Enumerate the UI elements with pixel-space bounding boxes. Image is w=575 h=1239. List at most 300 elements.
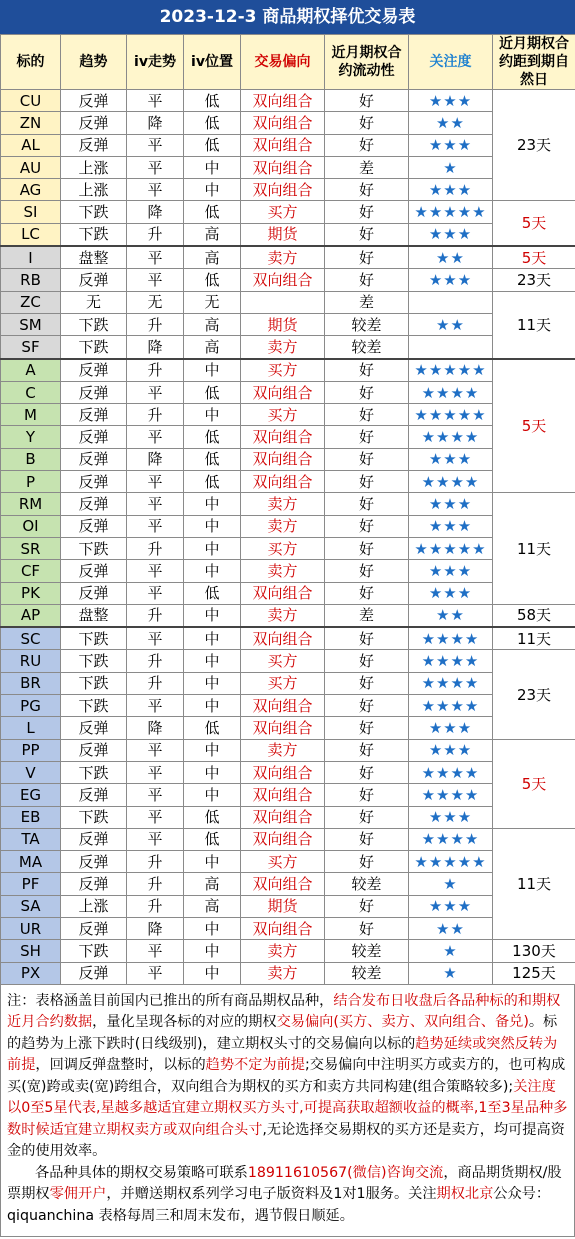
symbol-cell: SA [1, 895, 61, 917]
symbol-cell: PG [1, 695, 61, 717]
trade-direction-cell: 双向组合 [241, 806, 325, 828]
page-title: 2023-12-3 商品期权择优交易表 [0, 0, 575, 34]
attention-stars-cell: ★★★★ [409, 672, 493, 694]
trade-direction-cell: 双向组合 [241, 761, 325, 783]
expiry-days-cell: 11天 [493, 493, 575, 604]
liquidity-cell: 好 [325, 672, 409, 694]
iv-position-cell: 中 [184, 604, 241, 627]
iv-trend-cell: 降 [127, 917, 184, 939]
attention-stars-cell: ★ [409, 156, 493, 178]
table-row [1, 223, 575, 246]
trade-direction-cell: 期货 [241, 223, 325, 246]
trade-direction-cell: 双向组合 [241, 426, 325, 448]
iv-trend-cell: 升 [127, 672, 184, 694]
symbol-cell: ZN [1, 112, 61, 134]
liquidity-cell: 差 [325, 291, 409, 313]
iv-position-cell: 低 [184, 201, 241, 223]
iv-trend-cell: 平 [127, 471, 184, 493]
iv-position-cell: 高 [184, 873, 241, 895]
table-row [1, 917, 575, 939]
liquidity-cell: 好 [325, 269, 409, 291]
symbol-cell: PX [1, 962, 61, 984]
trade-direction-cell: 双向组合 [241, 156, 325, 178]
liquidity-cell: 好 [325, 560, 409, 582]
attention-stars-cell: ★★★ [409, 223, 493, 246]
footnote-text: 注：表格涵盖目前国内已推出的所有商品期权品种， [7, 992, 334, 1009]
trend-cell: 反弹 [61, 471, 127, 493]
footnote-text: 零佣开户 [49, 1186, 107, 1203]
trend-cell: 反弹 [61, 404, 127, 426]
iv-position-cell: 低 [184, 471, 241, 493]
liquidity-cell: 好 [325, 851, 409, 873]
trend-cell: 反弹 [61, 448, 127, 470]
table-row [1, 201, 575, 223]
trade-direction-cell: 双向组合 [241, 717, 325, 739]
trend-cell: 反弹 [61, 851, 127, 873]
iv-position-cell: 低 [184, 448, 241, 470]
iv-position-cell: 低 [184, 269, 241, 291]
iv-trend-cell: 升 [127, 895, 184, 917]
iv-trend-cell: 升 [127, 650, 184, 672]
trend-cell: 反弹 [61, 112, 127, 134]
trend-cell: 反弹 [61, 560, 127, 582]
table-row [1, 739, 575, 761]
footnote-text: 趋势不定为前提 [205, 1057, 305, 1074]
footnote-text: 18911610567(微信)咨询交流 [247, 1164, 444, 1181]
iv-trend-cell: 降 [127, 112, 184, 134]
iv-trend-cell: 平 [127, 695, 184, 717]
table-row [1, 471, 575, 493]
iv-position-cell: 中 [184, 537, 241, 559]
liquidity-cell: 较差 [325, 313, 409, 335]
iv-trend-cell: 平 [127, 582, 184, 604]
attention-stars-cell: ★★★ [409, 493, 493, 515]
symbol-cell: ZC [1, 291, 61, 313]
trade-direction-cell: 买方 [241, 404, 325, 426]
iv-trend-cell: 平 [127, 493, 184, 515]
footnote [0, 985, 575, 1237]
table-row [1, 627, 575, 650]
symbol-cell: OI [1, 515, 61, 537]
trend-cell: 盘整 [61, 246, 127, 269]
attention-stars-cell: ★★★★★ [409, 404, 493, 426]
iv-trend-cell: 升 [127, 851, 184, 873]
iv-trend-cell: 平 [127, 515, 184, 537]
iv-position-cell: 中 [184, 493, 241, 515]
table-row [1, 717, 575, 739]
symbol-cell: SR [1, 537, 61, 559]
symbol-cell: SF [1, 336, 61, 359]
liquidity-cell: 好 [325, 223, 409, 246]
table-row [1, 560, 575, 582]
attention-stars-cell: ★★★★ [409, 627, 493, 650]
iv-position-cell: 高 [184, 313, 241, 335]
table-row [1, 537, 575, 559]
table-row [1, 515, 575, 537]
table-row [1, 940, 575, 962]
liquidity-cell: 较差 [325, 940, 409, 962]
liquidity-cell: 较差 [325, 962, 409, 984]
trade-direction-cell: 期货 [241, 895, 325, 917]
options-table [0, 34, 575, 985]
trend-cell: 盘整 [61, 604, 127, 627]
expiry-days-cell: 5天 [493, 739, 575, 828]
trend-cell: 下跌 [61, 537, 127, 559]
table-row [1, 179, 575, 201]
table-row [1, 291, 575, 313]
iv-position-cell: 低 [184, 806, 241, 828]
footnote-text: 期权北京 [436, 1186, 494, 1203]
attention-stars-cell: ★★★★ [409, 695, 493, 717]
iv-trend-cell: 平 [127, 828, 184, 850]
iv-trend-cell: 升 [127, 313, 184, 335]
iv-trend-cell: 升 [127, 223, 184, 246]
iv-trend-cell: 平 [127, 246, 184, 269]
table-row [1, 359, 575, 382]
footnote-text: 关注度以0至5星代表,星越多越适宜建立期权买方头寸,可提高获取超额收益的概率,1至3星品种多数时候适宜建立期权卖方或双向组合头寸 [7, 1078, 568, 1138]
symbol-cell: EG [1, 784, 61, 806]
iv-position-cell: 低 [184, 426, 241, 448]
attention-stars-cell: ★★★★ [409, 761, 493, 783]
table-row [1, 784, 575, 806]
iv-trend-cell: 平 [127, 806, 184, 828]
attention-stars-cell: ★★★★ [409, 650, 493, 672]
trade-direction-cell: 买方 [241, 851, 325, 873]
trend-cell: 反弹 [61, 962, 127, 984]
iv-position-cell: 低 [184, 582, 241, 604]
attention-stars-cell: ★★★ [409, 582, 493, 604]
trade-direction-cell: 卖方 [241, 739, 325, 761]
liquidity-cell: 好 [325, 246, 409, 269]
table-row [1, 269, 575, 291]
trend-cell: 上涨 [61, 895, 127, 917]
trend-cell: 反弹 [61, 381, 127, 403]
iv-position-cell: 中 [184, 179, 241, 201]
liquidity-cell: 好 [325, 90, 409, 112]
liquidity-cell: 好 [325, 134, 409, 156]
liquidity-cell: 好 [325, 627, 409, 650]
trend-cell: 反弹 [61, 269, 127, 291]
table-row [1, 313, 575, 335]
trend-cell: 上涨 [61, 179, 127, 201]
attention-stars-cell: ★★★ [409, 515, 493, 537]
symbol-cell: UR [1, 917, 61, 939]
trend-cell: 下跌 [61, 223, 127, 246]
symbol-cell: CF [1, 560, 61, 582]
symbol-cell: CU [1, 90, 61, 112]
liquidity-cell: 好 [325, 471, 409, 493]
liquidity-cell: 好 [325, 761, 409, 783]
liquidity-cell: 好 [325, 917, 409, 939]
trade-direction-cell: 双向组合 [241, 179, 325, 201]
iv-trend-cell: 平 [127, 560, 184, 582]
liquidity-cell: 好 [325, 784, 409, 806]
liquidity-cell: 好 [325, 895, 409, 917]
attention-stars-cell: ★ [409, 873, 493, 895]
table-body [1, 90, 575, 985]
iv-trend-cell: 平 [127, 156, 184, 178]
attention-stars-cell: ★★★★★ [409, 851, 493, 873]
trade-direction-cell: 卖方 [241, 246, 325, 269]
trend-cell: 反弹 [61, 739, 127, 761]
symbol-cell: M [1, 404, 61, 426]
liquidity-cell: 好 [325, 359, 409, 382]
table-row [1, 112, 575, 134]
trade-direction-cell: 买方 [241, 359, 325, 382]
iv-trend-cell: 平 [127, 134, 184, 156]
liquidity-cell: 好 [325, 112, 409, 134]
attention-stars-cell [409, 291, 493, 313]
trade-direction-cell: 双向组合 [241, 448, 325, 470]
attention-stars-cell: ★★★ [409, 90, 493, 112]
iv-position-cell: 高 [184, 895, 241, 917]
attention-stars-cell: ★★★ [409, 895, 493, 917]
trade-direction-cell: 买方 [241, 650, 325, 672]
iv-trend-cell: 升 [127, 604, 184, 627]
trade-direction-cell: 双向组合 [241, 112, 325, 134]
trend-cell: 反弹 [61, 828, 127, 850]
liquidity-cell: 好 [325, 404, 409, 426]
attention-stars-cell: ★★ [409, 917, 493, 939]
liquidity-cell: 好 [325, 493, 409, 515]
trade-direction-cell [241, 291, 325, 313]
symbol-cell: I [1, 246, 61, 269]
symbol-cell: PK [1, 582, 61, 604]
table-row [1, 761, 575, 783]
iv-trend-cell: 平 [127, 269, 184, 291]
trade-direction-cell: 买方 [241, 201, 325, 223]
iv-position-cell: 低 [184, 90, 241, 112]
attention-stars-cell: ★★★★ [409, 426, 493, 448]
footnote-text: ,无论选择交易期权的买方还是卖方，均可提高资金的使用效率。 [7, 1121, 565, 1160]
liquidity-cell: 好 [325, 717, 409, 739]
footnote-text: ;交易偏向中注明买方或卖方的，也可构成买(宽)跨或卖(宽)跨组合，双向组合为期权的买方和卖方共同构建(组合策略较多); [7, 1057, 566, 1095]
trade-direction-cell: 双向组合 [241, 917, 325, 939]
liquidity-cell: 较差 [325, 873, 409, 895]
expiry-days-cell: 11天 [493, 627, 575, 650]
liquidity-cell: 好 [325, 650, 409, 672]
attention-stars-cell: ★★★ [409, 448, 493, 470]
iv-position-cell: 中 [184, 515, 241, 537]
symbol-cell: AP [1, 604, 61, 627]
trend-cell: 下跌 [61, 201, 127, 223]
footnote-paragraph-2 [7, 1163, 568, 1228]
iv-position-cell: 中 [184, 404, 241, 426]
footnote-text: 结合发布日收盘后各品种标的和期权近月合约数据 [7, 992, 561, 1031]
iv-position-cell: 中 [184, 761, 241, 783]
iv-position-cell: 中 [184, 917, 241, 939]
symbol-cell: PF [1, 873, 61, 895]
trend-cell: 反弹 [61, 784, 127, 806]
header-symbol: 标的 [1, 35, 61, 90]
header-attention: 关注度 [409, 35, 493, 90]
iv-trend-cell: 平 [127, 90, 184, 112]
liquidity-cell: 好 [325, 381, 409, 403]
trade-direction-cell: 双向组合 [241, 269, 325, 291]
iv-trend-cell: 升 [127, 359, 184, 382]
iv-position-cell: 低 [184, 381, 241, 403]
attention-stars-cell: ★★★★★ [409, 201, 493, 223]
symbol-cell: B [1, 448, 61, 470]
iv-trend-cell: 无 [127, 291, 184, 313]
header-liquidity: 近月期权合约流动性 [325, 35, 409, 90]
trade-direction-cell: 卖方 [241, 560, 325, 582]
attention-stars-cell: ★★★ [409, 179, 493, 201]
expiry-days-cell: 58天 [493, 604, 575, 627]
attention-stars-cell: ★ [409, 940, 493, 962]
symbol-cell: RB [1, 269, 61, 291]
trade-direction-cell: 卖方 [241, 336, 325, 359]
iv-position-cell: 低 [184, 717, 241, 739]
attention-stars-cell: ★★ [409, 112, 493, 134]
trade-direction-cell: 卖方 [241, 940, 325, 962]
iv-position-cell: 中 [184, 359, 241, 382]
symbol-cell: MA [1, 851, 61, 873]
symbol-cell: PP [1, 739, 61, 761]
trend-cell: 下跌 [61, 695, 127, 717]
trade-direction-cell: 双向组合 [241, 784, 325, 806]
trend-cell: 无 [61, 291, 127, 313]
trade-direction-cell: 买方 [241, 537, 325, 559]
table-row [1, 672, 575, 694]
attention-stars-cell: ★★★★ [409, 381, 493, 403]
iv-trend-cell: 降 [127, 201, 184, 223]
attention-stars-cell: ★★★ [409, 560, 493, 582]
symbol-cell: AU [1, 156, 61, 178]
trade-direction-cell: 期货 [241, 313, 325, 335]
symbol-cell: RM [1, 493, 61, 515]
table-row [1, 448, 575, 470]
symbol-cell: SM [1, 313, 61, 335]
iv-trend-cell: 平 [127, 381, 184, 403]
liquidity-cell: 差 [325, 604, 409, 627]
table-row [1, 381, 575, 403]
expiry-days-cell: 130天 [493, 940, 575, 962]
iv-position-cell: 中 [184, 156, 241, 178]
symbol-cell: SI [1, 201, 61, 223]
liquidity-cell: 好 [325, 179, 409, 201]
symbol-cell: AL [1, 134, 61, 156]
liquidity-cell: 差 [325, 156, 409, 178]
trade-direction-cell: 双向组合 [241, 381, 325, 403]
liquidity-cell: 较差 [325, 336, 409, 359]
trend-cell: 下跌 [61, 940, 127, 962]
trend-cell: 下跌 [61, 627, 127, 650]
liquidity-cell: 好 [325, 806, 409, 828]
trend-cell: 下跌 [61, 672, 127, 694]
attention-stars-cell: ★★★★ [409, 471, 493, 493]
liquidity-cell: 好 [325, 537, 409, 559]
footnote-text: ，量化呈现各标的对应的期权 [92, 1014, 277, 1031]
symbol-cell: BR [1, 672, 61, 694]
iv-position-cell: 中 [184, 962, 241, 984]
iv-position-cell: 中 [184, 650, 241, 672]
table-row [1, 851, 575, 873]
table-row [1, 873, 575, 895]
iv-trend-cell: 降 [127, 448, 184, 470]
table-row [1, 156, 575, 178]
symbol-cell: P [1, 471, 61, 493]
iv-position-cell: 高 [184, 336, 241, 359]
symbol-cell: SC [1, 627, 61, 650]
iv-position-cell: 中 [184, 784, 241, 806]
attention-stars-cell: ★ [409, 962, 493, 984]
expiry-days-cell: 11天 [493, 828, 575, 939]
attention-stars-cell: ★★ [409, 313, 493, 335]
trade-direction-cell: 双向组合 [241, 627, 325, 650]
expiry-days-cell: 11天 [493, 291, 575, 358]
iv-trend-cell: 平 [127, 627, 184, 650]
trade-direction-cell: 双向组合 [241, 471, 325, 493]
trade-direction-cell: 卖方 [241, 515, 325, 537]
expiry-days-cell: 23天 [493, 90, 575, 201]
attention-stars-cell: ★★★ [409, 806, 493, 828]
trade-direction-cell: 双向组合 [241, 134, 325, 156]
expiry-days-cell: 125天 [493, 962, 575, 984]
symbol-cell: L [1, 717, 61, 739]
liquidity-cell: 好 [325, 426, 409, 448]
iv-trend-cell: 平 [127, 784, 184, 806]
header-trend: 趋势 [61, 35, 127, 90]
footnote-text: ，商品期货期权/股票期权 [7, 1164, 562, 1203]
trade-direction-cell: 卖方 [241, 962, 325, 984]
liquidity-cell: 好 [325, 201, 409, 223]
attention-stars-cell: ★★★ [409, 134, 493, 156]
footnote-text: ，回调反弹盘整时，以标的 [35, 1057, 206, 1074]
iv-trend-cell: 平 [127, 940, 184, 962]
iv-position-cell: 中 [184, 940, 241, 962]
symbol-cell: V [1, 761, 61, 783]
footnote-text: 公众号：qiquanchina 表格每周三和周末发布，遇节假日顺延。 [7, 1186, 551, 1224]
symbol-cell: Y [1, 426, 61, 448]
iv-position-cell: 中 [184, 851, 241, 873]
iv-trend-cell: 升 [127, 537, 184, 559]
table-row [1, 828, 575, 850]
table-row [1, 582, 575, 604]
table-row [1, 404, 575, 426]
attention-stars-cell: ★★★★ [409, 828, 493, 850]
trade-direction-cell: 卖方 [241, 604, 325, 627]
iv-position-cell: 中 [184, 627, 241, 650]
table-row [1, 134, 575, 156]
trade-direction-cell: 双向组合 [241, 90, 325, 112]
iv-position-cell: 低 [184, 112, 241, 134]
symbol-cell: SH [1, 940, 61, 962]
symbol-cell: EB [1, 806, 61, 828]
iv-position-cell: 低 [184, 828, 241, 850]
trend-cell: 上涨 [61, 156, 127, 178]
trade-direction-cell: 双向组合 [241, 582, 325, 604]
iv-trend-cell: 降 [127, 336, 184, 359]
trend-cell: 反弹 [61, 359, 127, 382]
trend-cell: 反弹 [61, 582, 127, 604]
footnote-text: ，并赠送期权系列学习电子版资料及1对1服务。关注 [106, 1186, 437, 1203]
trade-direction-cell: 卖方 [241, 493, 325, 515]
header-iv-trend: iv走势 [127, 35, 184, 90]
attention-stars-cell: ★★★ [409, 269, 493, 291]
attention-stars-cell: ★★ [409, 246, 493, 269]
table-row [1, 90, 575, 112]
footnote-text: 交易偏向(买方、卖方、双向组合、备兑) [276, 1014, 529, 1031]
iv-position-cell: 高 [184, 223, 241, 246]
trend-cell: 下跌 [61, 761, 127, 783]
expiry-days-cell: 5天 [493, 246, 575, 269]
trend-cell: 反弹 [61, 493, 127, 515]
trend-cell: 反弹 [61, 917, 127, 939]
liquidity-cell: 好 [325, 448, 409, 470]
iv-trend-cell: 平 [127, 761, 184, 783]
attention-stars-cell: ★★★ [409, 739, 493, 761]
